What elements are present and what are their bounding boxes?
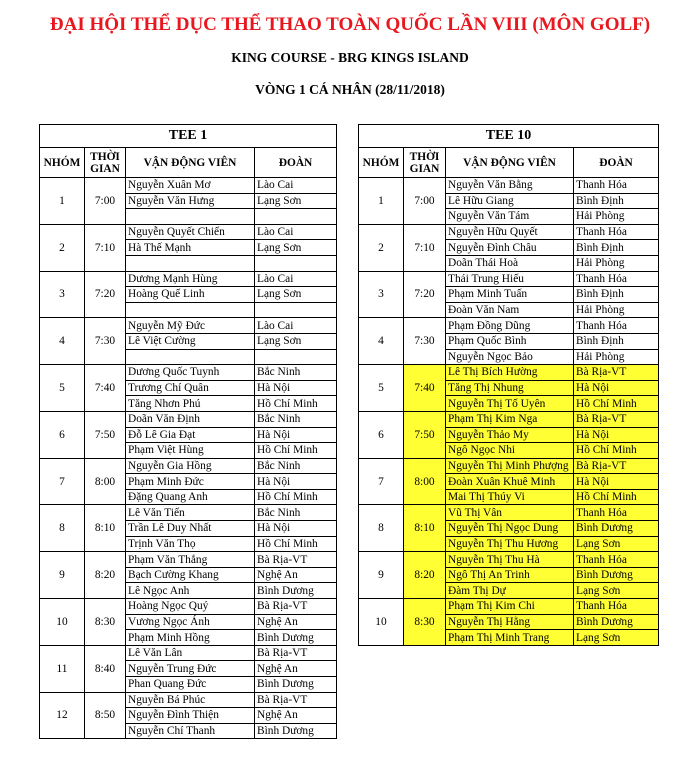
player-name: Doãn Văn Định: [126, 411, 255, 427]
tee-time: 8:00: [404, 458, 446, 505]
tee-time: 8:10: [404, 505, 446, 552]
table-row: [40, 224, 337, 240]
player-club: Hà Nội: [255, 380, 337, 396]
tee-time: 8:10: [85, 505, 126, 552]
group-number: 3: [40, 271, 85, 318]
table-row: [359, 224, 659, 240]
player-club: Bà Rịa-VT: [574, 458, 659, 474]
player-club: Hải Phòng: [574, 349, 659, 365]
col-group-header: NHÓM: [40, 148, 85, 178]
player-club: [255, 209, 337, 225]
player-name: Nguyễn Ngọc Bảo: [446, 349, 574, 365]
group-number: 4: [359, 318, 404, 365]
player-name: Nguyễn Thị Thu Hương: [446, 536, 574, 552]
player-name: Phạm Minh Tuấn: [446, 287, 574, 303]
player-club: Hồ Chí Minh: [255, 396, 337, 412]
group-number: 5: [40, 365, 85, 412]
player-club: Lạng Sơn: [574, 583, 659, 599]
player-club: Thanh Hóa: [574, 599, 659, 615]
player-name: Đỗ Lê Gia Đạt: [126, 427, 255, 443]
tee-time: 8:50: [85, 692, 126, 739]
player-club: Bắc Ninh: [255, 411, 337, 427]
player-club: [255, 255, 337, 271]
group-number: 5: [359, 365, 404, 412]
group-number: 12: [40, 692, 85, 739]
player-name: Doãn Thái Hoà: [446, 255, 574, 271]
table-row: [40, 365, 337, 381]
player-club: Bình Dương: [255, 630, 337, 646]
tee-time: 8:30: [404, 599, 446, 646]
group-number: 10: [359, 599, 404, 646]
player-club: Nghệ An: [255, 567, 337, 583]
player-name: Phạm Đồng Dũng: [446, 318, 574, 334]
player-club: Hồ Chí Minh: [255, 443, 337, 459]
group-number: 4: [40, 318, 85, 365]
player-club: Nghệ An: [255, 661, 337, 677]
player-club: Nghệ An: [255, 708, 337, 724]
table-row: [359, 411, 659, 427]
player-club: Lào Cai: [255, 271, 337, 287]
player-name: Dương Mạnh Hùng: [126, 271, 255, 287]
player-name: Phạm Thị Kim Chi: [446, 599, 574, 615]
player-club: Lào Cai: [255, 318, 337, 334]
table-row: [359, 318, 659, 334]
table-row: [359, 271, 659, 287]
tee10-body: [359, 178, 659, 646]
group-number: 8: [40, 505, 85, 552]
player-club: Nghệ An: [255, 614, 337, 630]
tee-time: 7:10: [85, 224, 126, 271]
player-club: Bắc Ninh: [255, 505, 337, 521]
player-name: Phạm Việt Hùng: [126, 443, 255, 459]
player-club: Thanh Hóa: [574, 224, 659, 240]
table-row: [359, 505, 659, 521]
player-name: Nguyễn Hữu Quyết: [446, 224, 574, 240]
player-name: Lê Văn Tiến: [126, 505, 255, 521]
player-name: Nguyễn Chí Thanh: [126, 723, 255, 739]
player-club: Bình Định: [574, 240, 659, 256]
tee-time: 7:40: [404, 365, 446, 412]
player-club: Bình Định: [574, 287, 659, 303]
player-club: [255, 302, 337, 318]
table-row: [40, 458, 337, 474]
player-name: Nguyễn Thảo My: [446, 427, 574, 443]
player-club: Hải Phòng: [574, 302, 659, 318]
player-name: Mai Thị Thúy Vi: [446, 489, 574, 505]
col-club-header: ĐOÀN: [255, 148, 337, 178]
player-club: Hà Nội: [574, 427, 659, 443]
tee-time: 7:00: [404, 178, 446, 225]
table-row: [40, 692, 337, 708]
table-row: [40, 178, 337, 194]
group-number: 6: [359, 411, 404, 458]
player-club: Hải Phòng: [574, 209, 659, 225]
player-club: Bình Dương: [574, 521, 659, 537]
tee-time: 7:30: [85, 318, 126, 365]
player-club: Hà Nội: [255, 474, 337, 490]
player-name: Nguyễn Bá Phúc: [126, 692, 255, 708]
tee10-table: [358, 124, 659, 646]
player-name: Nguyễn Văn Bằng: [446, 178, 574, 194]
group-number: 1: [359, 178, 404, 225]
group-number: 9: [40, 552, 85, 599]
player-club: Bà Rịa-VT: [255, 599, 337, 615]
player-name: Trương Chí Quân: [126, 380, 255, 396]
round-subtitle: VÒNG 1 CÁ NHÂN (28/11/2018): [255, 82, 445, 97]
player-club: Thanh Hóa: [574, 552, 659, 568]
col-club-header: ĐOÀN: [574, 148, 659, 178]
player-name: Phạm Minh Đức: [126, 474, 255, 490]
group-number: 10: [40, 599, 85, 646]
table-row: [40, 552, 337, 568]
player-club: Lạng Sơn: [255, 333, 337, 349]
player-club: Lạng Sơn: [574, 536, 659, 552]
tee-time: 7:20: [85, 271, 126, 318]
player-name: Trần Lê Duy Nhất: [126, 521, 255, 537]
player-club: Lạng Sơn: [255, 287, 337, 303]
group-number: 9: [359, 552, 404, 599]
tee-time: 7:20: [404, 271, 446, 318]
tee10-heading: TEE 10: [359, 125, 659, 148]
tee-time: 8:30: [85, 599, 126, 646]
player-name: Đoàn Xuân Khuê Minh: [446, 474, 574, 490]
player-name: [126, 255, 255, 271]
player-name: Nguyễn Đình Châu: [446, 240, 574, 256]
player-name: Lê Thị Bích Hường: [446, 365, 574, 381]
table-row: [40, 271, 337, 287]
table-row: [359, 365, 659, 381]
player-club: Hồ Chí Minh: [255, 536, 337, 552]
player-club: Hà Nội: [574, 380, 659, 396]
table-row: [40, 599, 337, 615]
tee1-body: [40, 178, 337, 739]
player-name: Phạm Minh Hồng: [126, 630, 255, 646]
player-name: Lê Ngọc Anh: [126, 583, 255, 599]
group-number: 6: [40, 411, 85, 458]
col-player-header: VẬN ĐỘNG VIÊN: [446, 148, 574, 178]
tee-time: 8:00: [85, 458, 126, 505]
col-time-header: THỜI GIAN: [85, 148, 126, 178]
player-club: Lạng Sơn: [574, 630, 659, 646]
player-club: Hải Phòng: [574, 255, 659, 271]
tee-time: 7:30: [404, 318, 446, 365]
player-club: Bà Rịa-VT: [255, 645, 337, 661]
player-name: Phạm Thị Minh Trang: [446, 630, 574, 646]
player-name: [126, 349, 255, 365]
table-row: [359, 552, 659, 568]
player-club: Lào Cai: [255, 224, 337, 240]
player-club: Hồ Chí Minh: [574, 489, 659, 505]
group-number: 1: [40, 178, 85, 225]
player-name: Nguyễn Thị Minh Phượng: [446, 458, 574, 474]
player-name: Phạm Quốc Bình: [446, 333, 574, 349]
player-club: Thanh Hóa: [574, 505, 659, 521]
player-name: Dương Quốc Tuynh: [126, 365, 255, 381]
player-club: Bình Dương: [574, 614, 659, 630]
page-title: ĐẠI HỘI THỂ DỤC THỂ THAO TOÀN QUỐC LẦN VIII (MÔN GOLF): [49, 14, 651, 35]
col-group-header: NHÓM: [359, 148, 404, 178]
table-row: [359, 458, 659, 474]
player-name: Nguyễn Thị Ngọc Dung: [446, 521, 574, 537]
player-name: Vũ Thị Vân: [446, 505, 574, 521]
player-club: Bắc Ninh: [255, 458, 337, 474]
col-player-header: VẬN ĐỘNG VIÊN: [126, 148, 255, 178]
player-name: Nguyễn Thị Tố Uyên: [446, 396, 574, 412]
tee-time: 7:50: [404, 411, 446, 458]
group-number: 8: [359, 505, 404, 552]
group-number: 7: [40, 458, 85, 505]
player-club: Lào Cai: [255, 178, 337, 194]
group-number: 2: [359, 224, 404, 271]
player-name: Nguyễn Xuân Mơ: [126, 178, 255, 194]
group-number: 3: [359, 271, 404, 318]
player-club: Lạng Sơn: [255, 193, 337, 209]
player-name: Phạm Văn Thắng: [126, 552, 255, 568]
player-name: Phan Quang Đức: [126, 677, 255, 693]
player-name: Tăng Thị Nhung: [446, 380, 574, 396]
player-club: Bình Dương: [255, 723, 337, 739]
player-name: Nguyễn Gia Hồng: [126, 458, 255, 474]
tee-time: 7:40: [85, 365, 126, 412]
tee-time: 8:20: [85, 552, 126, 599]
group-number: 7: [359, 458, 404, 505]
player-club: Bà Rịa-VT: [255, 692, 337, 708]
player-name: Trịnh Văn Thọ: [126, 536, 255, 552]
player-name: Nguyễn Trung Đức: [126, 661, 255, 677]
player-club: Hồ Chí Minh: [255, 489, 337, 505]
player-name: Hoàng Quế Linh: [126, 287, 255, 303]
player-name: Vương Ngọc Ánh: [126, 614, 255, 630]
player-name: Bạch Cường Khang: [126, 567, 255, 583]
table-row: [359, 178, 659, 194]
tee-time: 8:40: [85, 645, 126, 692]
player-name: Hoàng Ngọc Quý: [126, 599, 255, 615]
tee1-heading: TEE 1: [40, 125, 337, 148]
table-row: [40, 318, 337, 334]
tee1-table: [39, 124, 337, 739]
table-row: [40, 411, 337, 427]
player-club: Thanh Hóa: [574, 318, 659, 334]
player-club: Hà Nội: [574, 474, 659, 490]
player-name: Đàm Thị Dự: [446, 583, 574, 599]
player-club: Hà Nội: [255, 521, 337, 537]
player-name: Thái Trung Hiếu: [446, 271, 574, 287]
player-club: Bình Dương: [255, 583, 337, 599]
player-club: [255, 349, 337, 365]
player-club: Bình Dương: [574, 567, 659, 583]
course-subtitle: KING COURSE - BRG KINGS ISLAND: [231, 50, 469, 65]
player-name: Nguyễn Mỹ Đức: [126, 318, 255, 334]
player-name: Phạm Thị Kim Nga: [446, 411, 574, 427]
player-name: Đoàn Văn Nam: [446, 302, 574, 318]
player-name: Lê Hữu Giang: [446, 193, 574, 209]
player-club: Lạng Sơn: [255, 240, 337, 256]
col-time-header: THỜI GIAN: [404, 148, 446, 178]
player-club: Hà Nội: [255, 427, 337, 443]
tee-time: 7:00: [85, 178, 126, 225]
player-club: Bà Rịa-VT: [574, 365, 659, 381]
player-name: Tăng Nhơn Phú: [126, 396, 255, 412]
player-club: Bắc Ninh: [255, 365, 337, 381]
player-club: Bà Rịa-VT: [574, 411, 659, 427]
player-name: Nguyễn Văn Tám: [446, 209, 574, 225]
player-club: Bình Định: [574, 333, 659, 349]
tee-time: 7:10: [404, 224, 446, 271]
player-name: Nguyễn Thị Hằng: [446, 614, 574, 630]
player-name: Nguyễn Đình Thiện: [126, 708, 255, 724]
group-number: 2: [40, 224, 85, 271]
table-row: [40, 505, 337, 521]
player-club: Bình Định: [574, 193, 659, 209]
player-club: Thanh Hóa: [574, 271, 659, 287]
player-name: [126, 302, 255, 318]
group-number: 11: [40, 645, 85, 692]
player-name: Đặng Quang Anh: [126, 489, 255, 505]
player-name: Nguyễn Văn Hưng: [126, 193, 255, 209]
player-club: Thanh Hóa: [574, 178, 659, 194]
player-club: Hồ Chí Minh: [574, 396, 659, 412]
player-name: Nguyễn Thị Thu Hà: [446, 552, 574, 568]
player-club: Bà Rịa-VT: [255, 552, 337, 568]
player-name: Ngô Ngọc Nhi: [446, 443, 574, 459]
player-name: Hà Thế Mạnh: [126, 240, 255, 256]
player-club: Hồ Chí Minh: [574, 443, 659, 459]
table-row: [359, 599, 659, 615]
player-name: Ngô Thị An Trinh: [446, 567, 574, 583]
table-row: [40, 645, 337, 661]
player-name: Nguyễn Quyết Chiến: [126, 224, 255, 240]
player-name: Lê Văn Lân: [126, 645, 255, 661]
tee-time: 7:50: [85, 411, 126, 458]
tee-time: 8:20: [404, 552, 446, 599]
player-name: Lê Việt Cường: [126, 333, 255, 349]
player-name: [126, 209, 255, 225]
player-club: Bình Dương: [255, 677, 337, 693]
